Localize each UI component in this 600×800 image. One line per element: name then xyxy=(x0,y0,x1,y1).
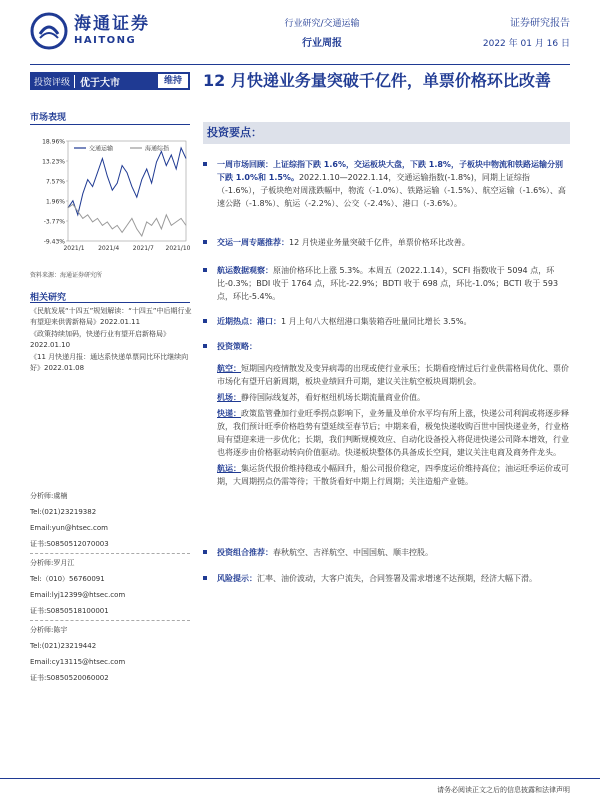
bullet-icon xyxy=(203,550,207,554)
point-text: 1 月上旬八大枢纽港口集装箱吞吐量同比增长 3.5%。 xyxy=(281,317,472,326)
bullet-icon xyxy=(203,240,207,244)
key-points-header: 投资要点： xyxy=(203,122,570,144)
point-text: 原油价格环比上涨 5.3%。本周五（2022.1.14），SCFI 指数收于 5094 点，环比-0.3%；BDI 收于 1764 点，环比-22.9%；BDTI 收于 698 点，环比-1.0%；BCTI 收于 593 点，环比-5.4%。 xyxy=(217,266,559,301)
x-tick-label: 2021/7 xyxy=(132,245,154,252)
analyst-email[interactable]: Email:yun@htsec.com xyxy=(30,524,108,532)
footer-disclaimer: 请务必阅读正文之后的信息披露和法律声明 xyxy=(437,786,570,794)
bullet-icon xyxy=(203,319,207,323)
market-performance-chart xyxy=(30,133,190,263)
point-text: 12 月快递业务量突破千亿件，单票价格环比改善。 xyxy=(289,238,470,247)
analyst-tel: Tel:（010）56760091 xyxy=(30,575,105,583)
y-tick-label: 18.96% xyxy=(42,138,65,146)
analyst-tel: Tel:(021)23219382 xyxy=(30,508,97,516)
y-tick-label: 1.96% xyxy=(45,198,65,206)
x-tick-label: 2021/10 xyxy=(165,245,190,252)
analyst-name: 分析师:罗月江 xyxy=(30,559,75,567)
point-heading: 一周市场回顾：上证综指下跌 1.6%，交运板块大盘，下跌 1.8%，子板块中物流和铁路运输分别下跌 1.0%和 1.5%。 xyxy=(217,160,563,182)
analyst-cert: 证书:S0850520060002 xyxy=(30,674,109,682)
point-strategy xyxy=(203,340,570,353)
strategy-list xyxy=(203,362,570,488)
analyst-divider xyxy=(30,620,190,621)
strategy-label: 快递： xyxy=(217,409,241,418)
analyst-email[interactable]: Email:lyj12399@htsec.com xyxy=(30,591,126,599)
footer-rule xyxy=(0,778,600,779)
market-section-title: 市场表现 xyxy=(30,113,67,123)
market-section-rule xyxy=(30,124,190,125)
strategy-label: 机场： xyxy=(217,393,241,402)
rating-bar xyxy=(30,72,190,90)
y-tick-label: -9.43% xyxy=(43,238,65,246)
bullet-icon xyxy=(203,268,207,272)
strategy-express xyxy=(203,407,570,459)
point-heading: 航运数据观察： xyxy=(217,266,273,275)
header-divider xyxy=(30,64,570,65)
company-logo xyxy=(30,12,150,50)
legend-label: 交通运输 xyxy=(89,145,114,153)
series-line-haitong-index xyxy=(68,204,186,236)
strategy-text: 集运货代报价维持稳或小幅回升，船公司报价稳定，四季度运价维持高位；油运旺季运价或可期，大周期拐点仍需等待；干散货看好中期上行周期；关注造船产业链。 xyxy=(217,464,569,486)
report-header xyxy=(0,0,600,62)
strategy-airport xyxy=(203,391,570,404)
point-heading: 交运一周专题推荐： xyxy=(217,238,289,247)
doc-type: 证券研究报告 xyxy=(510,18,570,29)
haitong-logo-icon xyxy=(30,12,68,50)
y-tick-label: 7.57% xyxy=(45,178,65,186)
chart-source: 资料来源：海通证券研究所 xyxy=(30,272,103,279)
point-topic xyxy=(203,236,570,249)
analyst-cert: 证书:S0850512070003 xyxy=(30,540,109,548)
related-item[interactable]: 《政策持续加码，快递行业有望开启新格局》2022.01.10 xyxy=(30,330,170,349)
related-section-title: 相关研究 xyxy=(30,293,67,303)
bullet-icon xyxy=(203,576,207,580)
analyst-name: 分析师:虞楠 xyxy=(30,492,68,500)
rating-label: 投资评级 xyxy=(30,75,75,88)
point-heading: 风险提示： xyxy=(217,574,257,583)
related-research-list xyxy=(30,306,195,375)
logo-chinese: 海通证券 xyxy=(74,14,150,34)
strategy-text: 政策监管叠加行业旺季拐点影响下，业务量及单价水平均有所上涨，快递公司利润或将逐步释放，我们预计旺季价格趋势有望延续至春节后；中期来看，极兔快递收购百世中国快递业务，行业格局有望迎来进一步优化；长期，我们判断规模效应、自动化设备投入将促进快递公司降本增效，行业也将逐步由价格驱动转向价值驱动。快递板块整体仍具备成长空间，建议关注电商及商务件龙头。 xyxy=(217,409,569,457)
strategy-text: 短期国内疫情散发及变异病毒的出现或使行业承压；长期看疫情过后行业供需格局优化、票价市场化有望开启新周期，板块业绩回升可期，建议关注航空板块周期机会。 xyxy=(217,364,569,386)
analyst-name: 分析师:陈宇 xyxy=(30,626,68,634)
x-tick-label: 2021/1 xyxy=(63,245,85,252)
related-item[interactable]: 《11 月快递月报：通达系快递单票同比环比继续向好》2022.01.08 xyxy=(30,353,189,372)
point-hotspot xyxy=(203,315,570,328)
y-tick-label: 13.23% xyxy=(42,158,65,166)
analyst-divider xyxy=(30,553,190,554)
analyst-tel: Tel:(021)23219442 xyxy=(30,642,97,650)
point-market-review xyxy=(203,158,570,210)
related-item[interactable]: 《民航发展“十四五”规划解读：“十四五”中后期行业有望迎来供需新格局》2022.01.11 xyxy=(30,307,192,326)
bullet-icon xyxy=(203,344,207,348)
point-heading: 近期热点：港口： xyxy=(217,317,281,326)
strategy-text: 静待国际线复苏，看好枢纽机场长期流量商业价值。 xyxy=(241,393,425,402)
bullet-icon xyxy=(203,162,207,166)
report-type: 行业周报 xyxy=(302,38,342,49)
series-line-transport xyxy=(68,148,186,215)
report-date: 2022 年 01 月 16 日 xyxy=(482,39,570,49)
analyst-cert: 证书:S0850518100001 xyxy=(30,607,109,615)
strategy-shipping xyxy=(203,462,570,488)
strategy-label: 航运： xyxy=(217,464,241,473)
y-tick-label: -3.77% xyxy=(43,218,65,226)
point-text: 春秋航空、吉祥航空、中国国航、顺丰控股。 xyxy=(273,548,433,557)
related-section-rule xyxy=(30,302,190,303)
strategy-label: 航空： xyxy=(217,364,241,373)
point-portfolio xyxy=(203,546,570,559)
point-heading: 投资组合推荐： xyxy=(217,548,273,557)
logo-english: HAITONG xyxy=(74,35,137,46)
point-risk xyxy=(203,572,570,585)
rating-status: 维持 xyxy=(158,74,188,88)
analyst-contacts xyxy=(30,488,190,686)
report-title: 12 月快递业务量突破千亿件，单票价格环比改善 xyxy=(203,71,551,90)
strategy-aviation xyxy=(203,362,570,388)
point-heading: 投资策略： xyxy=(217,342,257,351)
report-category: 行业研究/交通运输 xyxy=(284,19,360,29)
x-tick-label: 2021/4 xyxy=(98,245,120,252)
analyst-email[interactable]: Email:cy13115@htsec.com xyxy=(30,658,126,666)
point-text: 汇率、油价波动，大客户流失，合同签署及需求增速不达预期，经济大幅下滑。 xyxy=(257,574,537,583)
point-shipping xyxy=(203,264,570,303)
rating-value: 优于大市 xyxy=(80,77,121,89)
legend-label: 海通综指 xyxy=(145,145,170,153)
point-text: 2022.1.10—2022.1.14，交通运输指数(-1.8%)，同期上证综指（-1.6%），子板块绝对周涨跌幅中，物流（-1.0%）、铁路运输（-1.5%）、航空运输（-1.6%）、高速公路（-1.8%）、航运（-2.2%）、公交（-2.4%）、港口（-3.6%）。 xyxy=(217,173,566,208)
